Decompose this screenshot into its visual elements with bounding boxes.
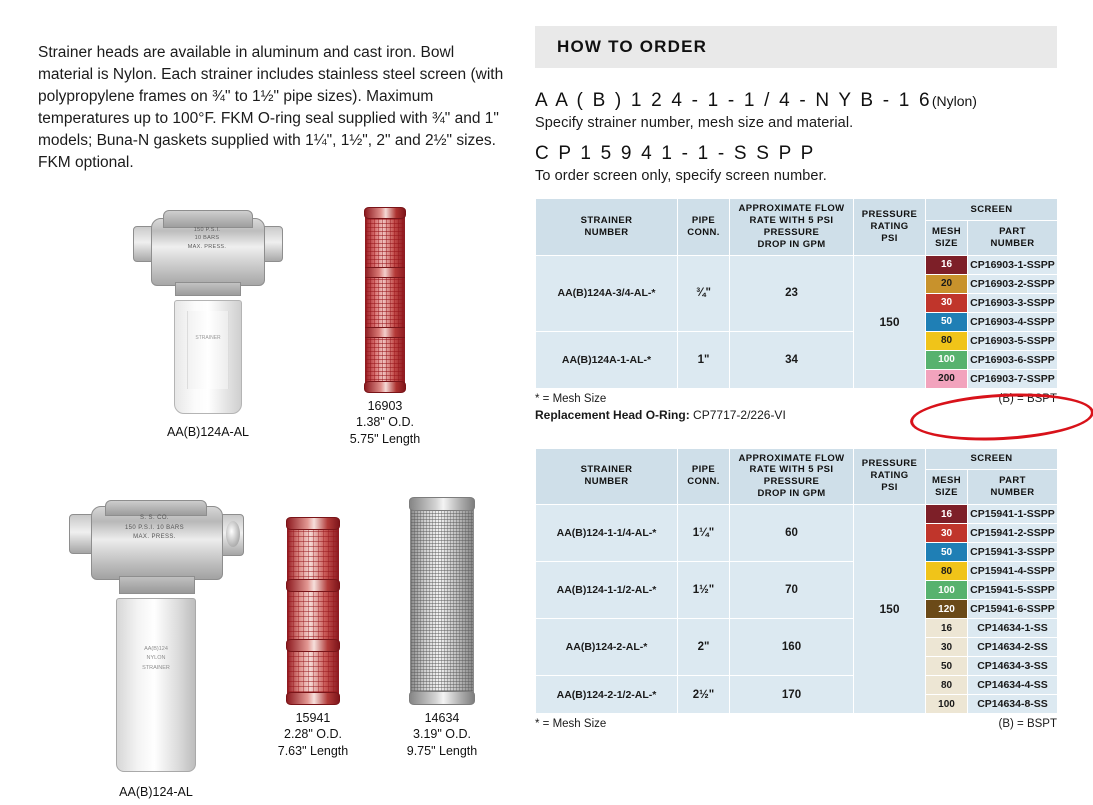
order-instruction-primary: Specify strainer number, mesh size and material. bbox=[535, 115, 854, 131]
cell-mesh-size: 20 bbox=[926, 274, 968, 293]
strainer-head-drawing bbox=[133, 210, 283, 302]
cell-part-number: CP15941-5-SSPP bbox=[968, 581, 1058, 600]
header-pressure-rating bbox=[854, 199, 926, 256]
cell-flow-rate: 34 bbox=[730, 331, 854, 388]
header-line: CONN. bbox=[687, 226, 720, 238]
header-line: PIPE bbox=[691, 214, 716, 226]
cell-strainer-number: AA(B)124-1-1/2-AL-* bbox=[536, 562, 678, 619]
cell-pipe-conn: 1½" bbox=[678, 562, 730, 619]
header-line: PRESSURE bbox=[861, 208, 918, 220]
figure-screen-16903 bbox=[330, 210, 440, 447]
cell-flow-rate: 23 bbox=[730, 255, 854, 331]
cell-mesh-size: 100 bbox=[926, 581, 968, 600]
strainer-bowl bbox=[116, 598, 196, 772]
footnote-bspt: (B) = BSPT bbox=[998, 392, 1057, 405]
screen-band bbox=[286, 579, 340, 592]
caption-screen-15941-length: 7.63" Length bbox=[277, 743, 349, 758]
cell-flow-rate: 60 bbox=[730, 505, 854, 562]
cell-mesh-size: 80 bbox=[926, 676, 968, 695]
header-strainer-number bbox=[536, 448, 678, 505]
header-mesh-size bbox=[926, 470, 968, 505]
left-column bbox=[38, 26, 508, 189]
order-code-primary bbox=[535, 90, 1057, 112]
header-line: PIPE bbox=[691, 464, 716, 476]
screen-band bbox=[286, 639, 340, 652]
header-line: PRESSURE bbox=[763, 476, 820, 488]
cell-mesh-size: 50 bbox=[926, 657, 968, 676]
header-pressure-rating bbox=[854, 448, 926, 505]
header-line: RATING bbox=[870, 470, 909, 482]
header-line: NUMBER bbox=[584, 476, 629, 488]
figure-caption-strainer-b: AA(B)124-AL bbox=[119, 785, 193, 799]
cell-part-number: CP16903-3-SSPP bbox=[968, 293, 1058, 312]
cell-mesh-size: 30 bbox=[926, 293, 968, 312]
header-screen: SCREEN bbox=[926, 448, 1058, 470]
order-code-primary-suffix: (Nylon) bbox=[931, 93, 977, 109]
header-line: SIZE bbox=[935, 237, 958, 249]
cell-mesh-size: 16 bbox=[926, 505, 968, 524]
caption-screen-15941-od: 2.28" O.D. bbox=[284, 727, 342, 742]
screen-cap-top bbox=[409, 497, 475, 511]
cell-part-number: CP16903-7-SSPP bbox=[968, 369, 1058, 388]
cell-strainer-number: AA(B)124A-1-AL-* bbox=[536, 331, 678, 388]
header-flow-rate bbox=[730, 448, 854, 505]
cell-mesh-size: 16 bbox=[926, 255, 968, 274]
caption-screen-14634-length: 9.75" Length bbox=[406, 743, 478, 758]
header-line: NUMBER bbox=[584, 226, 629, 238]
header-mesh-size bbox=[926, 220, 968, 255]
table-row bbox=[536, 331, 1058, 350]
caption-screen-14634-od: 3.19" O.D. bbox=[413, 727, 471, 742]
header-line: STRAINER bbox=[580, 464, 633, 476]
caption-screen-15941-number: 15941 bbox=[295, 711, 331, 725]
bowl-embossed-text: STRAINER bbox=[195, 335, 221, 341]
header-line: CONN. bbox=[687, 476, 720, 488]
header-line: NUMBER bbox=[990, 237, 1035, 249]
strainer-neck bbox=[175, 282, 241, 296]
replacement-oring-line bbox=[535, 405, 1057, 422]
head-embossed-text: S. S. CO. 150 P.S.I. 10 BARS MAX. PRESS. bbox=[124, 515, 185, 541]
cell-mesh-size: 30 bbox=[926, 638, 968, 657]
screen-mesh-drawing bbox=[365, 210, 405, 390]
how-to-order-header: HOW TO ORDER bbox=[535, 26, 1057, 68]
table-row bbox=[536, 255, 1058, 274]
strainer-neck bbox=[119, 576, 195, 594]
cell-strainer-number: AA(B)124A-3/4-AL-* bbox=[536, 255, 678, 331]
header-line: DROP IN GPM bbox=[757, 238, 826, 250]
caption-screen-16903-od: 1.38" O.D. bbox=[356, 415, 414, 430]
header-line: PRESSURE bbox=[763, 226, 820, 238]
caption-screen-14634-number: 14634 bbox=[424, 711, 460, 725]
cell-mesh-size: 100 bbox=[926, 695, 968, 714]
cell-part-number: CP15941-4-SSPP bbox=[968, 562, 1058, 581]
header-line: APPROXIMATE FLOW bbox=[738, 203, 845, 214]
cell-part-number: CP14634-2-SS bbox=[968, 638, 1058, 657]
cell-pipe-conn: 1¼" bbox=[678, 505, 730, 562]
figure-strainer-aab124-al bbox=[56, 500, 256, 800]
header-line: APPROXIMATE FLOW bbox=[738, 452, 845, 464]
header-part-number bbox=[968, 220, 1058, 255]
cell-flow-rate: 160 bbox=[730, 619, 854, 676]
header-line: PART bbox=[999, 475, 1026, 487]
header-screen: SCREEN bbox=[926, 199, 1058, 221]
cell-pipe-conn: 1" bbox=[678, 331, 730, 388]
header-line: RATING bbox=[870, 220, 909, 232]
cell-strainer-number: AA(B)124-2-1/2-AL-* bbox=[536, 676, 678, 714]
caption-screen-16903-length: 5.75" Length bbox=[349, 431, 421, 446]
header-line: NUMBER bbox=[990, 487, 1035, 499]
cell-pressure-rating: 150 bbox=[854, 505, 926, 714]
table-row bbox=[536, 676, 1058, 695]
header-flow-rate bbox=[730, 199, 854, 256]
cell-part-number: CP14634-4-SS bbox=[968, 676, 1058, 695]
cell-pipe-conn: 2½" bbox=[678, 676, 730, 714]
cell-part-number: CP15941-2-SSPP bbox=[968, 524, 1058, 543]
cell-part-number: CP14634-3-SS bbox=[968, 657, 1058, 676]
figure-strainer-aab124a-al bbox=[128, 210, 288, 440]
table-row bbox=[536, 619, 1058, 638]
cell-pipe-conn: ¾" bbox=[678, 255, 730, 331]
cell-pipe-conn: 2" bbox=[678, 619, 730, 676]
cell-pressure-rating: 150 bbox=[854, 255, 926, 388]
header-line: RATE WITH 5 PSI bbox=[749, 214, 834, 226]
right-column bbox=[535, 26, 1057, 730]
intro-paragraph: Strainer heads are available in aluminum and cast iron. Bowl material is Nylon. Each strainer includes stainless steel screen (with polypropylene frames on ¾" to 1½" pipe sizes). Maximum temperatures up to 100°F. FKM O-ring seal supplied with ¾" and 1" models; Buna-N gaskets supplied with 1¼", 1½", 2" and 2½" sizes. FKM optional. bbox=[38, 43, 504, 171]
caption-screen-16903-number: 16903 bbox=[367, 399, 403, 413]
cell-part-number: CP16903-1-SSPP bbox=[968, 255, 1058, 274]
header-part-number bbox=[968, 470, 1058, 505]
cell-part-number: CP16903-5-SSPP bbox=[968, 331, 1058, 350]
screen-cap-top bbox=[364, 207, 406, 219]
cell-mesh-size: 80 bbox=[926, 331, 968, 350]
figure-screen-14634 bbox=[382, 500, 502, 759]
cell-part-number: CP16903-2-SSPP bbox=[968, 274, 1058, 293]
figure-caption-strainer-a: AA(B)124A-AL bbox=[167, 425, 249, 439]
strainer-head-drawing bbox=[69, 500, 244, 600]
cell-mesh-size: 16 bbox=[926, 619, 968, 638]
cell-part-number: CP14634-1-SS bbox=[968, 619, 1058, 638]
header-line: DROP IN GPM bbox=[757, 488, 826, 500]
cell-mesh-size: 80 bbox=[926, 562, 968, 581]
screen-mesh-drawing bbox=[410, 500, 474, 702]
figure-screen-15941 bbox=[258, 520, 368, 759]
cell-flow-rate: 70 bbox=[730, 562, 854, 619]
cell-part-number: CP14634-8-SS bbox=[968, 695, 1058, 714]
cell-part-number: CP16903-6-SSPP bbox=[968, 350, 1058, 369]
cell-strainer-number: AA(B)124-1-1/4-AL-* bbox=[536, 505, 678, 562]
screen-cap-bottom bbox=[409, 691, 475, 705]
strainer-bowl bbox=[174, 300, 242, 414]
spec-table-1 bbox=[535, 198, 1058, 389]
cell-mesh-size: 100 bbox=[926, 350, 968, 369]
order-code-primary-text: A A ( B ) 1 2 4 - 1 - 1 / 4 - N Y B - 1 6 bbox=[535, 90, 932, 111]
cell-flow-rate: 170 bbox=[730, 676, 854, 714]
cell-part-number: CP15941-6-SSPP bbox=[968, 600, 1058, 619]
head-embossed-text: 150 P.S.I. 10 BARS MAX. PRESS. bbox=[187, 227, 227, 250]
table-row bbox=[536, 505, 1058, 524]
screen-cap-top bbox=[286, 517, 340, 530]
cell-mesh-size: 50 bbox=[926, 312, 968, 331]
oring-value: CP7717-2/226-VI bbox=[693, 407, 786, 422]
header-pipe-conn bbox=[678, 199, 730, 256]
cell-part-number: CP16903-4-SSPP bbox=[968, 312, 1058, 331]
screen-band bbox=[365, 327, 405, 338]
screen-cap-bottom bbox=[364, 381, 406, 393]
footnote-mesh-size: * = Mesh Size bbox=[535, 392, 607, 405]
order-instruction-screen: To order screen only, specify screen number. bbox=[535, 168, 827, 184]
cell-mesh-size: 200 bbox=[926, 369, 968, 388]
header-line: SIZE bbox=[935, 487, 958, 499]
screen-mesh-drawing bbox=[287, 520, 339, 702]
screen-cap-bottom bbox=[286, 692, 340, 705]
table-header-row bbox=[536, 448, 1058, 470]
header-line: MESH bbox=[931, 225, 962, 237]
cell-mesh-size: 30 bbox=[926, 524, 968, 543]
header-line: RATE WITH 5 PSI bbox=[749, 464, 834, 476]
header-pipe-conn bbox=[678, 448, 730, 505]
header-line: STRAINER bbox=[580, 214, 633, 226]
spec-table-2 bbox=[535, 448, 1058, 715]
cell-mesh-size: 120 bbox=[926, 600, 968, 619]
header-line: PSI bbox=[881, 232, 898, 244]
screen-band bbox=[365, 267, 405, 278]
header-strainer-number bbox=[536, 199, 678, 256]
cell-part-number: CP15941-3-SSPP bbox=[968, 543, 1058, 562]
table-header-row bbox=[536, 199, 1058, 221]
footnote-mesh-size: * = Mesh Size bbox=[535, 718, 607, 730]
header-line: PRESSURE bbox=[861, 458, 918, 470]
header-line: MESH bbox=[931, 475, 962, 487]
oring-label: Replacement Head O-Ring: bbox=[535, 407, 690, 422]
cell-part-number: CP15941-1-SSPP bbox=[968, 505, 1058, 524]
order-code-screen: C P 1 5 9 4 1 - 1 - S S P P bbox=[535, 143, 816, 164]
table-row bbox=[536, 562, 1058, 581]
cell-strainer-number: AA(B)124-2-AL-* bbox=[536, 619, 678, 676]
header-line: PSI bbox=[881, 482, 898, 494]
bowl-embossed-text: AA(B)124 NYLON STRAINER bbox=[142, 646, 170, 671]
cell-mesh-size: 50 bbox=[926, 543, 968, 562]
footnote-bspt: (B) = BSPT bbox=[998, 718, 1057, 730]
bowl-inner-screen bbox=[187, 311, 229, 389]
header-line: PART bbox=[999, 225, 1026, 237]
